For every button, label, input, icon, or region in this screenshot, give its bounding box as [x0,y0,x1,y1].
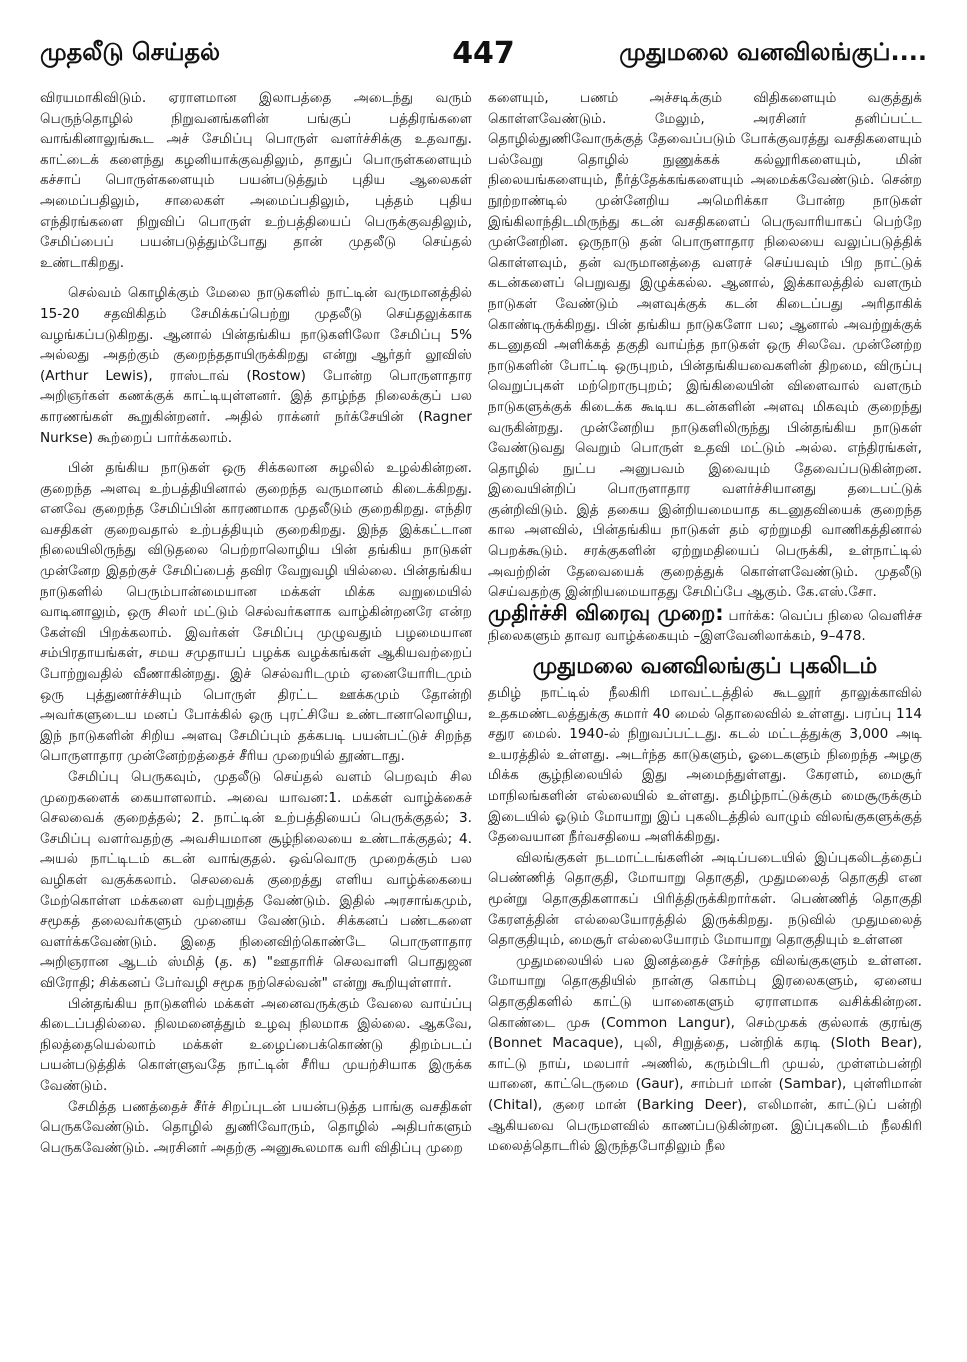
left-paragraph-4: சேமிப்பு பெருகவும், முதலீடு செய்தல் வளம் பெறவும் சில முறைகளைக் கையாளலாம். அவை யாவன:1. மக்கள் வாழ்க்கைச் செலவைக் குறைத்தல்; 2. நாட்டின் உற்பத்தியைப் பெருக்குதல்; 3. சேமிப்பு வளர்வதற்கு அவசியமான சூழ்நிலையை உண்டாக்குதல்; 4. அயல் நாட்டிடம் கடன் வாங்குதல். ஒவ்வொரு முறைக்கும் பல வழிகள் வகுக்கலாம். செலவைக் குறைத்து எளிய வாழ்க்கையை மேற்கொள்ள மக்களை வற்புறுத்த வேண்டும். இதில் அரசாங்கமும், சமூகத் தலைவர்களும் முனைய வேண்டும். சிக்கனப் பண்டகளை வளர்க்கவேண்டும். இதை நினைவிற்கொண்டே பொருளாதார அறிஞரான ஆடம் ஸ்மித் (த. க) "ஊதாரிச் செலவாளி பொதுஜன விரோதி; சிக்கனப் பேர்வழி சமூக நற்செல்வன்" என்று கூறியுள்ளார். [40,769,472,991]
page-number: 447 [452,36,515,71]
entry-ripening-method [488,600,922,647]
right-continuation-paragraph [488,88,922,603]
author-signature: கே.எஸ்.சோ. [796,584,877,601]
left-paragraph-1: விரயமாகிவிடும். ஏராளமான இலாபத்தை அடைந்து வரும் பெருந்தொழில் நிறுவனங்களின் பங்குப் பத்திரங்களை வாங்கினாலுங்கூட அச் சேமிப்பு பொருள் வளர்ச்சிக்கு உதவாது. காட்டைக் களைந்து கழனியாக்குவதிலும், தாதுப் பொருள்களையும் கச்சாப் பொருள்களையும் பயன்படுத்தும் புதிய ஆலைகள் அமைப்பதிலும், சாலைகள் அமைப்பதிலும், புத்தம் புதிய எந்திரங்களை நிறுவிப் பொருள் உற்பத்தியைப் பெருக்குவதிலும், சேமிப்பைப் பயன்படுத்தும்போது தான் முதலீடு செய்தல் உண்டாகிறது. [40,90,472,271]
entry-headword-mudumalai: முதுமலை வனவிலங்குப் புகலிடம் [532,654,878,680]
entry-headword: முதிர்ச்சி விரைவு முறை: [488,600,724,625]
header-right-title: முதுமலை வனவிலங்குப்.... [619,38,927,66]
running-header [40,38,927,78]
right-column [488,88,922,1350]
left-paragraph-6: சேமித்த பணத்தைச் சீர்ச் சிறப்புடன் பயன்படுத்த பாங்கு வசதிகள் பெருகவேண்டும். தொழில் துணிவோரும், தொழில் அதிபர்களும் பெருகவேண்டும். அரசினர் அதற்கு அனுகூலமாக வரி விதிப்பு முறை [40,1098,472,1156]
continuation-text: களையும், பணம் அச்சடிக்கும் விதிகளையும் வகுத்துக் கொள்ளவேண்டும். மேலும், அரசினர் தனிப்பட்ட தொழில்துணிவோருக்குத் தேவைப்படும் போக்குவரத்து வசதிகளையும் பல்வேறு தொழில் நுணுக்கக் கல்லூரிகளையும், மின் நிலையங்களையும், நீர்த்தேக்கங்களையும் அமைக்கவேண்டும். சென்ற நூற்றாண்டில் முன்னேறிய அமெரிக்கா போன்ற நாடுகள் இங்கிலாந்திடமிருந்து கடன் வசதிகளைப் பெருவாரியாகப் பெற்றே முன்னேறின. ஒருநாடு தன் பொருளாதார நிலையை வலுப்படுத்திக் கொள்ளவும், தன் வருமானத்தை வளரச் செய்யவும் பிற நாட்டுக் கடன்களைப் பெறுவது இழுக்கல்ல. ஆனால், இக்காலத்தில் வளரும் நாடுகள் வேண்டும் அளவுக்குக் கடன் கிடைப்பது அரிதாகிக் கொண்டிருக்கிறது. பின் தங்கிய நாடுகளோ பல; ஆனால் அவற்றுக்குக் கடனுதவி அளிக்கத் தகுதி வாய்ந்த நாடுகள் ஒரு சிலவே. முன்னேற்ற நாடுகளின் போட்டி ஒருபுறம், பின்தங்கியவைகளின் திறமை, விருப்பு வெறுப்புகள் மற்றொருபுறம்; இங்கிலையின் விளைவால் வளரும் நாடுகளுக்குக் கிடைக்க கூடிய கடன்களின் அளவு மிகவும் குறைந்து வருகின்றது. முன்னேறிய நாடுகளிலிருந்து பின்தங்கிய நாடுகள் வேண்டுவது வெறும் பொருள் உதவி மட்டும் அல்ல. எந்திரங்கள், தொழில் நுட்ப அனுபவம் இவையும் தேவைப்படுகின்றன. இவையின்றிப் பொருளாதார வளர்ச்சியானது தடைபட்டுக் குன்றிவிடும். இத் தகைய இன்றியமையாத கடனுதவியைக் குறைந்த கால அளவில், பின்தங்கிய நாடுகள் தம் ஏற்றுமதி வாணிகத்தினால் பெறக்கூடும். சரக்குகளின் ஏற்றுமதியைப் பெருக்கி, உள்நாட்டில் அவற்றின் தேவையைக் குறைத்துக் கொள்ளவேண்டும். முதலீடு செய்வதற்கு இன்றியமையாதது சேமிப்பே ஆகும். [488,90,922,601]
mudumalai-paragraph-1: தமிழ் நாட்டில் நீலகிரி மாவட்டத்தில் கூடலூர் தாலுக்காவில் உதகமண்டலத்துக்கு சுமார் 40 மைல் தொலைவில் உள்ளது. பரப்பு 114 சதுர மைல். 1940-ல் நிறுவப்பட்டது. கடல் மட்டத்துக்கு 3,000 அடி உயரத்தில் உள்ளது. அடர்ந்த காடுகளும், ஓடைகளும் நிறைந்த அழகு மிக்க சூழ்நிலையில் இது அமைந்துள்ளது. கேரளம், மைசூர் மாநிலங்களின் எல்லையில் உள்ளது. தமிழ்நாட்டுக்கும் மைசூருக்கும் இடையில் ஓடும் மோயாறு இப் புகலிடத்தில் வாழும் விலங்குகளுக்குத் தேவையான நீர்வசதியை அளிக்கிறது. [488,685,922,846]
left-column [40,88,472,1350]
mudumalai-paragraph-3: முதுமலையில் பல இனத்தைச் சேர்ந்த விலங்குகளும் உள்ளன. மோயாறு தொகுதியில் நான்கு கொம்பு இரலைகளும், ஏனைய தொகுதிகளில் காட்டு யானைகளும் ஏராளமாக வசிக்கின்றன. கொண்டை முசு (Common Langur), செம்முகக் குல்லாக் குரங்கு (Bonnet Macaque), புலி, சிறுத்தை, பன்றிக் கரடி (Sloth Bear), காட்டு நாய், மலபார் அணில், கரும்பிடரி முயல், முள்ளம்பன்றி யானை, காட்டெருமை (Gaur), சாம்பர் மான் (Sambar), புள்ளிமான் (Chital), குரை மான் (Barking Deer), எலிமான், காட்டுப் பன்றி ஆகியவை பெருமளவில் காணப்படுகின்றன. இப்புகலிடம் நீலகிரி மலைத்தொடரில் இருந்தபோதிலும் நீல [488,952,922,1155]
cross-reference: பார்க்க: வெப்ப நிலை வெளிச்ச நிலைகளும் தாவர வாழ்க்கையும் –இளவேனிலாக்கம், 9–478. [488,607,922,645]
header-left-title: முதலீடு செய்தல் [40,38,221,66]
left-paragraph-3: பின் தங்கிய நாடுகள் ஒரு சிக்கலான சுழலில் உழல்கின்றன. குறைந்த அளவு உற்பத்தியினால் குறைந்த வருமானம் கிடைக்கிறது. எனவே குறைந்த சேமிப்பின் காரணமாக முதலீடும் குறைகிறது. எந்திர வசதிகள் குறைவதால் உற்பத்தியும் குறைகிறது. இந்த இக்கட்டான நிலையிலிருந்து விடுதலை பெற்றாலொழிய பின் தங்கிய நாடுகள் முன்னேற இதற்குச் சேமிப்பைத் தவிர வேறுவழி யில்லை. பின்தங்கிய நாடுகளில் பெரும்பான்மையான மக்கள் மிக்க வறுமையில் வாடினாலும், ஒரு சிலர் மட்டும் செல்வர்களாக வாழ்கின்றனரே என்ற கேள்வி பிறக்கலாம். இவர்கள் சேமிப்பு முழுவதும் பழமையான சம்பிரதாயங்கள், சமய சமுதாயப் பழக்க வழக்கங்கள் ஆகியவற்றைப் போற்றுவதில் வீணாகின்றது. இச் செல்வரிடமும் ஏனையோரிடமும் ஒரு புத்துணர்ச்சியும் பொருள் திரட்ட ஊக்கமும் தோன்றி அவர்களுடைய மனப் போக்கில் ஒரு புரட்சியே உண்டானாலொழிய, இந் நாடுகளின் சிறிய அளவு சேமிப்பும் தக்கபடி பயன்பட்டுச் சிறந்த பொருளாதார முன்னேற்றத்தைச் சீரிய முறையில் தூண்டாது. [40,460,472,765]
mudumalai-paragraph-2: விலங்குகள் நடமாட்டங்களின் அடிப்படையில் இப்புகலிடத்தைப் பெண்ணித் தொகுதி, மோயாறு தொகுதி, முதுமலைத் தொகுதி என மூன்று தொகுதிகளாகப் பிரித்திருக்கிறார்கள். பெண்ணித் தொகுதி கேரளத்தின் எல்லையோரத்தில் இருக்கிறது. நடுவில் முதுமலைத் தொகுதியும், மைசூர் எல்லையோரம் மோயாறு தொகுதியும் உள்ளன [488,849,922,949]
left-paragraph-2: செல்வம் கொழிக்கும் மேலை நாடுகளில் நாட்டின் வருமானத்தில் 15-20 சதவிகிதம் சேமிக்கப்பெற்று முதலீடு செய்தலுக்காக வழங்கப்படுகிறது. ஆனால் பின்தங்கிய நாடுகளிலோ சேமிப்பு 5% அல்லது அதற்கும் குறைந்ததாயிருக்கிறது என்று ஆர்தர் லூவிஸ் (Arthur Lewis), ராஸ்டாவ் (Rostow) போன்ற பொருளாதார அறிஞர்கள் கணக்குக் காட்டியுள்ளனர். இத் தாழ்ந்த நிலைக்குப் பல காரணங்கள் கூறுகின்றனர். அதில் ராக்னர் நர்க்சேயின் (Ragner Nurkse) கூற்றைப் பார்க்கலாம். [40,285,472,446]
left-paragraph-5: பின்தங்கிய நாடுகளில் மக்கள் அனைவருக்கும் வேலை வாய்ப்பு கிடைப்பதில்லை. நிலமனைத்தும் உழவு நிலமாக இல்லை. ஆகவே, நிலத்தையெல்லாம் மக்கள் உழைப்பைக்கொண்டு திறம்படப் பயன்படுத்திக் கொள்ளுவதே நாட்டின் சீரிய முயற்சியாக இருக்க வேண்டும். [40,995,472,1094]
